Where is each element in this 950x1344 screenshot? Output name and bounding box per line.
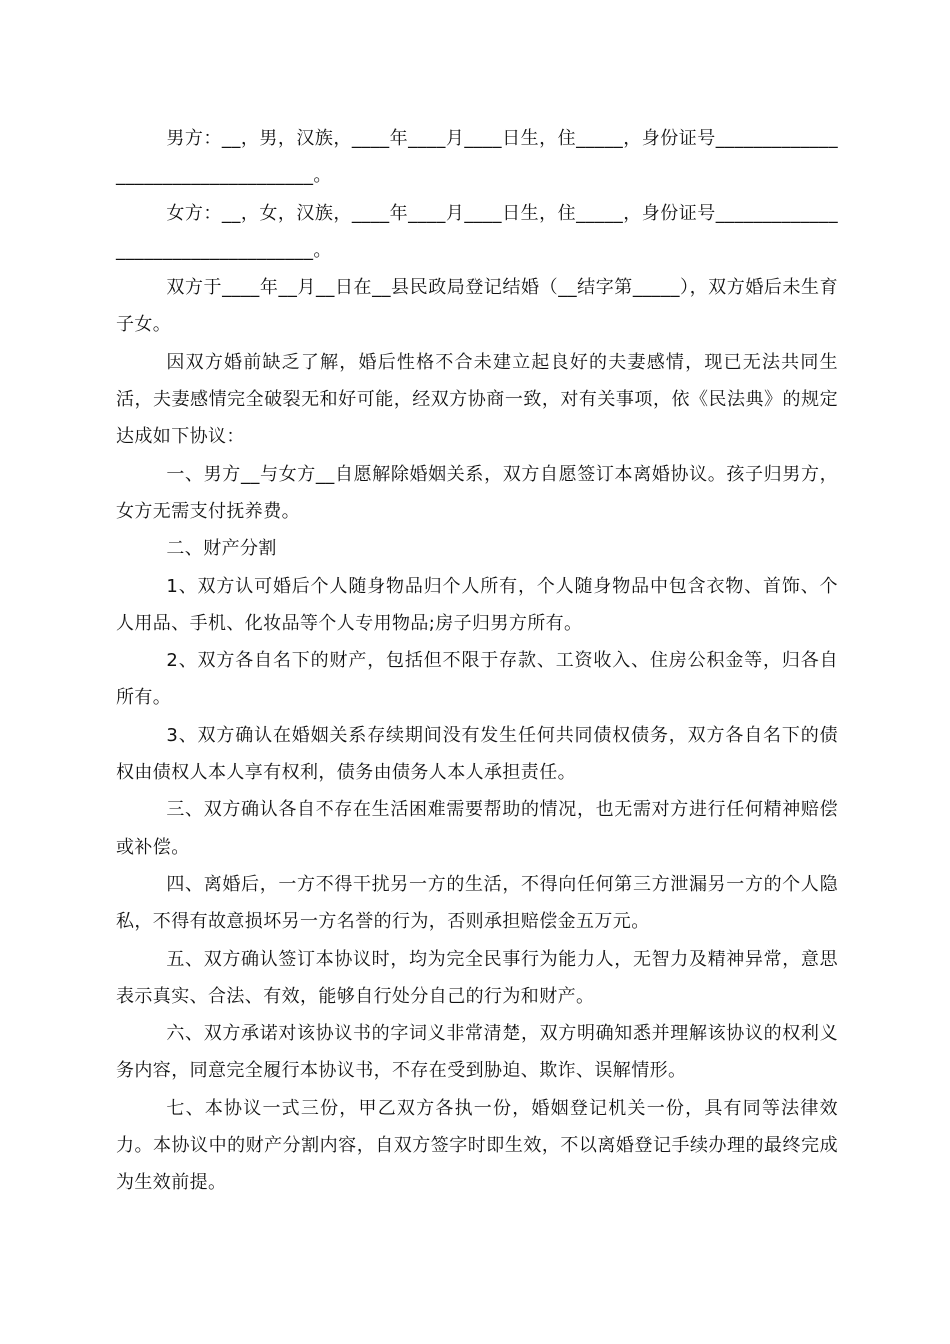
- clause-1-divorce: 一、男方__与女方__自愿解除婚姻关系，双方自愿签订本离婚协议。孩子归男方，女方无需支付抚养费。: [116, 463, 838, 522]
- clause-6-understanding: 六、双方承诺对该协议书的字词义非常清楚，双方明确知悉并理解该协议的权利义务内容，同意完全履行本协议书，不存在受到胁迫、欺诈、误解情形。: [116, 1023, 838, 1082]
- marriage-registration-info: 双方于____年__月__日在__县民政局登记结婚（__结字第_____），双方婚后未生育子女。: [116, 277, 838, 336]
- clause-7-copies: 七、本协议一式三份，甲乙双方各执一份，婚姻登记机关一份，具有同等法律效力。本协议中的财产分割内容，自双方签字时即生效，不以离婚登记手续办理的最终完成为生效前提。: [116, 1097, 838, 1194]
- clause-2-item-1: 1、双方认可婚后个人随身物品归个人所有，个人随身物品中包含衣物、首饰、个人用品、手机、化妆品等个人专用物品;房子归男方所有。: [116, 575, 838, 634]
- clause-2-heading: 二、财产分割: [166, 538, 277, 560]
- female-party-info: 女方：__，女，汉族，____年____月____日生，住_____，身份证号__________________________________。: [116, 202, 838, 261]
- clause-2-item-2: 2、双方各自名下的财产，包括但不限于存款、工资收入、住房公积金等，归各自所有。: [116, 650, 838, 709]
- clause-4-privacy: 四、离婚后，一方不得干扰另一方的生活，不得向任何第三方泄漏另一方的个人隐私，不得有故意损坏另一方名誉的行为，否则承担赔偿金五万元。: [116, 873, 838, 933]
- document-body: [116, 120, 838, 1202]
- clause-5-capacity: 五、双方确认签订本协议时，均为完全民事行为能力人，无智力及精神异常，意思表示真实、合法、有效，能够自行处分自己的行为和财产。: [116, 948, 838, 1007]
- male-party-info: 男方：__，男，汉族，____年____月____日生，住_____，身份证号__________________________________。: [116, 128, 838, 187]
- clause-2-item-3: 3、双方确认在婚姻关系存续期间没有发生任何共同债权债务，双方各自名下的债权由债权人本人享有权利，债务由债务人本人承担责任。: [116, 724, 838, 784]
- clause-3-no-hardship: 三、双方确认各自不存在生活困难需要帮助的情况，也无需对方进行任何精神赔偿或补偿。: [116, 799, 838, 858]
- agreement-preamble: 因双方婚前缺乏了解，婚后性格不合未建立起良好的夫妻感情，现已无法共同生活，夫妻感情完全破裂无和好可能，经双方协商一致，对有关事项，依《民法典》的规定达成如下协议：: [116, 351, 838, 448]
